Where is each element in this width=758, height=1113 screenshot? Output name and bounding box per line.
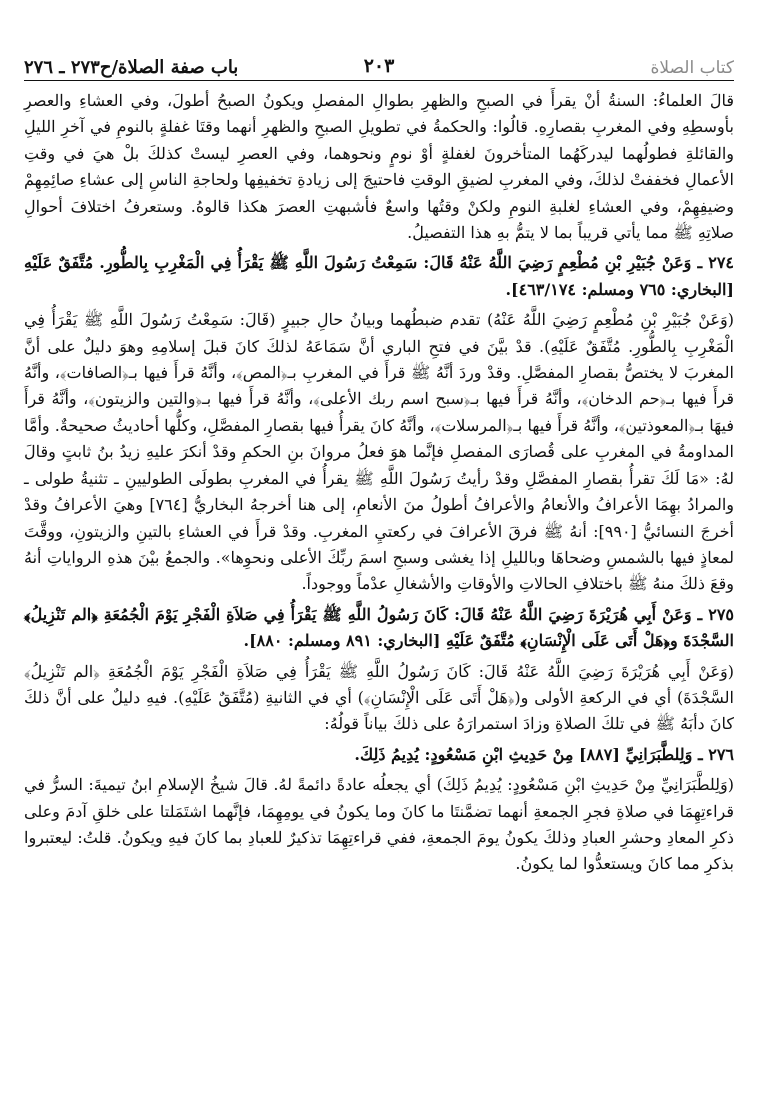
chapter-title: باب صفة الصلاة/ح٢٧٣ ـ ٢٧٦ [24, 57, 239, 78]
commentary-paragraph: (وَلِلطَّبَرَانِيِّ مِنْ حَدِيثِ ابْنِ مَسْعُودٍ: يُدِيمُ ذَلِكَ) أي يجعلُه عادةً دائمةً لهُ. قالَ شيخُ الإسلامِ ابنُ تيميةَ: السرُّ في قراءتِهِمَا في صلاةِ فجرِ الجمعةِ أنهما تضمَّنتَا ما كانَ وما يكونُ في يومِهِمَا، فإنَّهما اشتَمَلتا على خلقِ آدمَ وعلى ذكرِ المعادِ وحشرِ العبادِ وذلكَ يكونُ يومَ الجمعةِ، ففي قراءتِهِمَا تذكيرٌ للعبادِ بما كانَ فيهِ ويكونُ. قلتُ: ليعتبروا بذكرِ مما كانَ ويستعدُّوا لما يكونُ. [24, 775, 735, 874]
running-header [24, 48, 734, 81]
commentary-paragraph: (وَعَنْ أَبِي هُرَيْرَةَ رَضِيَ اللَّهُ عَنْهُ قَالَ: كَانَ رَسُولُ اللَّهِ ﷺ يَقْرَأُ فِي صَلاَةِ الْفَجْرِ يَوْمَ الْجُمُعَةِ ﴿الم تَنْزِيلُ﴾ السَّجْدَةَ) أي في الركعةِ الأولى و(﴿هَلْ أَتَى عَلَى الْإِنْسَانِ﴾) أي في الثانيةِ (مُتَّفَقٌ عَلَيْهِ). فيهِ دليلٌ على أنَّ ذلكَ كانَ دأبَهُ ﷺ في تلكَ الصلاةِ وزادَ استمرارَهُ على ذلكَ بياناً قولُهُ: [24, 661, 734, 734]
book-title: كتاب الصلاة [650, 58, 734, 78]
commentary-paragraph: قالَ العلماءُ: السنةُ أنْ يقرأَ في الصبحِ والظهرِ بطوالِ المفصلِ ويكونُ الصبحُ أطولَ، وفي العشاءِ والعصرِ بأوسطِهِ وفي المغربِ بقصارِهِ. قالُوا: والحكمةُ في تطويلِ الصبحِ والظهرِ أنهما وقتَا غفلةٍ بالنومِ في آخرِ الليلِ والقائلةِ فطولُهما ليدركَهُما المتأخرونَ لغفلةٍ أوْ نومٍ ونحوهما، وفي العصرِ ليستْ كذلكَ بلْ هيَ في وقتِ الأعمالِ فخففتْ لذلكَ، وفي المغربِ لضيقِ الوقتِ فاحتيجَ إلى زيادةِ تخفيفِها ولحاجةِ الناسِ إلى عشاءِ صائِمِهِمْ وضيفِهِمْ، وفي العشاءِ لغلبةِ النومِ ولكنْ وقتُها واسعٌ فأشبهتِ العصرَ هكذا قالوهُ. وستعرفُ اختلافَ أحوالِ صلاتِهِ ﷺ مما يأتي قريباً بما لا يتمُّ بهِ هذا التفصيلُ. [24, 91, 735, 243]
page-body [24, 88, 734, 882]
commentary-paragraph: (وَعَنْ جُبَيْرِ بْنِ مُطْعِمٍ رَضِيَ اللَّهُ عَنْهُ) تقدم ضبطُهما وبيانُ حالِ جبيرٍ (قَالَ: سَمِعْتُ رَسُولَ اللَّهِ ﷺ يَقْرَأُ فِي الْمَغْرِبِ بِالطُّورِ. مُتَّفَقٌ عَلَيْهِ). قدْ بيَّنَ في فتحِ الباري أنَّ سَمَاعَهُ لذلكَ كانَ قبلَ إسلامِهِ وهوَ دليلٌ على أنَّ المغربَ لا يختصُّ بقصارِ المفصَّلِ. وقدْ وردَ أنَّهُ ﷺ قرأَ في المغربِ بـ﴿المص﴾، وأنَّهُ قرأَ فيها بـ﴿الصافات﴾، وأنَّهُ قرأَ فيها بـ﴿حم الدخان﴾، وأنَّهُ قرأَ فيها بـ﴿سبح اسم ربك الأعلى﴾، وأنَّهُ قرأَ فيها بـ﴿والتين والزيتون﴾، وأنَّهُ قرأَ فيهَا بـ﴿المعوذتين﴾، وأنَّهُ قرأَ فيها بـ﴿المرسلات﴾، وأنَّهُ كانَ يقرأُ فيها بقصارِ المفصَّلِ، وكلُّها أحاديثُ صحيحةٌ. وأمَّا المداومةُ في المغربِ على قُصارَى المفصلِ فإنَّما هوَ فعلُ مروانَ بنِ الحكمِ وقدْ أنكرَ عليهِ زيدُ بنُ ثابتٍ وقالَ لهُ: «مَا لَكَ تقرأُ بقصارِ المفصَّلِ وقدْ رأيتُ رَسُولَ اللَّهِ ﷺ يقرأُ في المغربِ بطولَى الطوليينِ ـ تثنيةُ طولى ـ والمرادُ بهِمَا الأعرافُ والأنعامُ والأعرافُ أطولُ منَ الأنعامِ، إلى هنا أخرجهُ البخاريُّ [٧٦٤] وهيَ الأعرافُ وقدْ أخرجَ النسائيُّ [٩٩٠]: أنهُ ﷺ فرقَ الأعرافَ في ركعتيِ المغربِ. وقدْ قرأَ في العشاءِ بالتينِ والزيتونِ، ووقَّتَ لمعاذٍ فيها بالشمسِ وضحاهَا وبالليلِ إذا يغشى وسبحِ اسمَ ربِّكَ الأعلى ونحوِها». والجمعُ بيْنَ هذهِ الرواياتِ أنهُ وقعَ ذلكَ منهُ ﷺ باختلافِ الحالاتِ والأوقاتِ والأشغالِ عدْماً ووجوداً. [24, 310, 735, 594]
page-number: ٢٠٣ [363, 55, 395, 77]
hadith-275: ٢٧٥ ـ وَعَنْ أَبِي هُرَيْرَةَ رَضِيَ اللَّهُ عَنْهُ قَالَ: كَانَ رَسُولُ اللَّهِ ﷺ يَقْرَأُ فِي صَلاَةِ الْفَجْرِ يَوْمَ الْجُمُعَةِ ﴿الم تَنْزِيلُ﴾ السَّجْدَةَ و﴿هَلْ أَتَى عَلَى الْإِنْسَانِ﴾ مُتَّفَقٌ عَلَيْهِ [البخاري: ٨٩١ ومسلم: ٨٨٠]. [24, 604, 734, 651]
hadith-274: ٢٧٤ ـ وَعَنْ جُبَيْرِ بْنِ مُطْعِمٍ رَضِيَ اللَّهُ عَنْهُ قَالَ: سَمِعْتُ رَسُولَ اللَّهِ ﷺ يَقْرَأُ فِي الْمَغْرِبِ بِالطُّورِ. مُتَّفَقٌ عَلَيْهِ [البخاري: ٧٦٥ ومسلم: ٤٦٣/١٧٤]. [24, 253, 734, 299]
hadith-276: ٢٧٦ ـ وَلِلطَّبَرَانِيِّ [٨٨٧] مِنْ حَدِيثِ ابْنِ مَسْعُودٍ: يُدِيمُ ذَلِكَ. [354, 744, 734, 764]
